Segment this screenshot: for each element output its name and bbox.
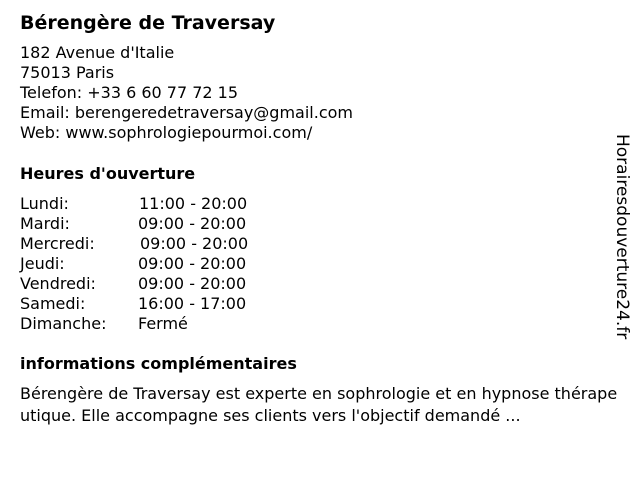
day-label: Lundi: — [20, 194, 69, 213]
time-value: 11:00 - 20:00 — [139, 194, 248, 213]
time-value: 09:00 - 20:00 — [140, 234, 249, 253]
hours-row-saturday — [20, 294, 320, 314]
business-description: Bérengère de Traversay est experte en sophrologie et en hypnose thérapeutique. Elle accompagne ses clients vers l'objectif demandé ... — [20, 384, 618, 425]
day-label: Mardi: — [20, 214, 70, 233]
hours-row-thursday — [20, 254, 320, 274]
hours-row-wednesday — [20, 234, 320, 254]
hours-heading: Heures d'ouverture — [20, 164, 196, 183]
hours-row-monday — [20, 194, 320, 214]
hours-row-friday — [20, 274, 320, 294]
address-line-1: 182 Avenue d'Italie — [20, 43, 175, 62]
day-label: Dimanche: — [20, 314, 107, 333]
phone-line: Telefon: +33 6 60 77 72 15 — [20, 83, 239, 102]
address-line-2: 75013 Paris — [20, 63, 115, 82]
email-line: Email: berengeredetraversay@gmail.com — [20, 103, 353, 122]
day-label: Vendredi: — [20, 274, 96, 293]
time-value: Fermé — [138, 314, 188, 333]
opening-hours-table — [20, 194, 320, 334]
day-label: Samedi: — [20, 294, 86, 313]
time-value: 16:00 - 17:00 — [138, 294, 247, 313]
time-value: 09:00 - 20:00 — [138, 274, 247, 293]
day-label: Mercredi: — [20, 234, 95, 253]
hours-row-sunday — [20, 314, 320, 334]
hours-row-tuesday — [20, 214, 320, 234]
contact-block — [20, 43, 353, 143]
web-line: Web: www.sophrologiepourmoi.com/ — [20, 123, 313, 142]
info-heading: informations complémentaires — [20, 354, 297, 373]
day-label: Jeudi: — [20, 254, 65, 273]
business-name: Bérengère de Traversay — [20, 12, 276, 34]
time-value: 09:00 - 20:00 — [138, 254, 247, 273]
time-value: 09:00 - 20:00 — [138, 214, 247, 233]
watermark-text: Horairesdouverture24.fr — [612, 134, 632, 340]
